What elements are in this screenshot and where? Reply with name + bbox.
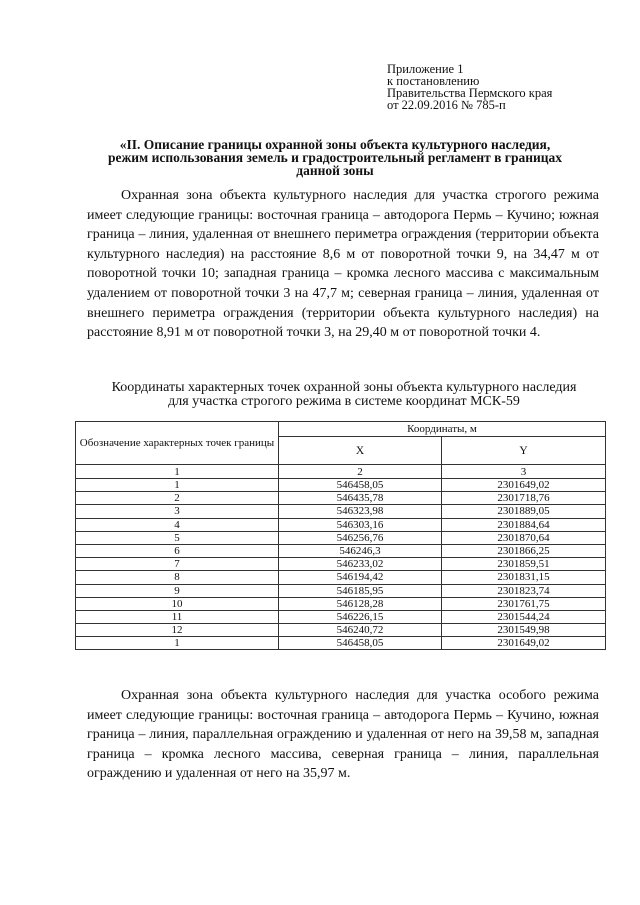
cell-y: 2301823,74 (442, 584, 606, 597)
cell-y: 2301884,64 (442, 518, 606, 531)
section-title-line: данной зоны (296, 163, 374, 178)
paragraph-strict-zone: Охранная зона объекта культурного наследия для участка строгого режима имеет следующие границы: восточная граница – автодорога Пермь – Кучино; южная граница – линия, удаленная от внешнего периметра ограждения (территории объекта культурного наследия) на расстояние 8,6 м от поворотной точки 9, на 34,47 м от поворотной точки 10; западная граница – кромка лесного массива с максимальным удалением от поворотной точки 3 на 47,7 м; северная граница – линия, удаленная от внешнего периметра ограждения (территории объекта культурного наследия) на расстояние 8,91 м от поворотной точки 3, на 29,40 м от поворотной точки 4. (87, 188, 599, 341)
section-title-line: «II. Описание границы охранной зоны объекта культурного наследия, (119, 137, 551, 152)
cell-x: 546256,76 (279, 531, 442, 544)
cell-x: 546128,28 (279, 597, 442, 610)
cell-point: 1 (76, 637, 279, 650)
table-row (76, 610, 606, 623)
cell-x: 546323,98 (279, 505, 442, 518)
table-row (76, 479, 606, 492)
cell-x: 546458,05 (279, 479, 442, 492)
table-row (76, 531, 606, 544)
cell-point: 6 (76, 544, 279, 557)
appendix-header (387, 63, 552, 111)
cell-point: 11 (76, 610, 279, 623)
header-x: X (279, 437, 442, 465)
table-body (76, 465, 606, 650)
section-title (70, 138, 600, 177)
table-title (70, 381, 618, 409)
cell-x: 546194,42 (279, 571, 442, 584)
cell-y: 2301649,02 (442, 637, 606, 650)
cell-point: 1 (76, 479, 279, 492)
table-row (76, 558, 606, 571)
header-point-label: Обозначение характерных точек границы (76, 422, 279, 465)
cell-y: 2301866,25 (442, 544, 606, 557)
table-row (76, 637, 606, 650)
table-row (76, 624, 606, 637)
cell-x: 546233,02 (279, 558, 442, 571)
cell-point: 2 (76, 492, 279, 505)
cell-point: 12 (76, 624, 279, 637)
table-row (76, 492, 606, 505)
cell-y: 2301831,15 (442, 571, 606, 584)
paragraph-special-zone: Охранная зона объекта культурного наследия для участка особого режима имеет следующие границы: восточная граница – автодорога Пермь – Кучино, южная граница – линия, параллельная ограждению и удаленная от него на 39,58 м, западная граница – кромка лесного массива, северная граница – линия, параллельная ограждению и удаленная от него на 35,97 м. (87, 688, 599, 782)
appendix-line: от 22.09.2016 № 785-п (387, 98, 506, 112)
cell-x: 546435,78 (279, 492, 442, 505)
cell-y: 2301859,51 (442, 558, 606, 571)
header-coordinates: Координаты, м (279, 422, 606, 437)
coordinates-table (75, 421, 606, 650)
cell-x: 546240,72 (279, 624, 442, 637)
cell-x: 546303,16 (279, 518, 442, 531)
column-number-row (76, 465, 606, 479)
table-row (76, 597, 606, 610)
table-row (76, 571, 606, 584)
table-row (76, 518, 606, 531)
cell-y: 2301718,76 (442, 492, 606, 505)
cell-point: 3 (76, 505, 279, 518)
cell-x: 546185,95 (279, 584, 442, 597)
cell-point: 9 (76, 584, 279, 597)
cell-point: 4 (76, 518, 279, 531)
cell-y: 2301549,98 (442, 624, 606, 637)
column-number: 3 (442, 465, 606, 479)
section-title-line: режим использования земель и градостроительный регламент в границах (107, 150, 563, 165)
cell-point: 5 (76, 531, 279, 544)
cell-x: 546246,3 (279, 544, 442, 557)
cell-y: 2301544,24 (442, 610, 606, 623)
cell-y: 2301889,05 (442, 505, 606, 518)
table-title-line: для участка строгого режима в системе координат МСК-59 (168, 394, 520, 409)
table-title-line: Координаты характерных точек охранной зоны объекта культурного наследия (111, 380, 577, 395)
table-row (76, 584, 606, 597)
cell-point: 7 (76, 558, 279, 571)
table-row (76, 505, 606, 518)
column-number: 1 (76, 465, 279, 479)
cell-y: 2301649,02 (442, 479, 606, 492)
table-row (76, 544, 606, 557)
header-y: Y (442, 437, 606, 465)
cell-x: 546226,15 (279, 610, 442, 623)
column-number: 2 (279, 465, 442, 479)
cell-x: 546458,05 (279, 637, 442, 650)
cell-point: 8 (76, 571, 279, 584)
cell-y: 2301870,64 (442, 531, 606, 544)
appendix-line: Правительства Пермского края (387, 86, 553, 100)
cell-point: 10 (76, 597, 279, 610)
appendix-line: к постановлению (387, 74, 480, 88)
appendix-line: Приложение 1 (387, 62, 464, 76)
cell-y: 2301761,75 (442, 597, 606, 610)
